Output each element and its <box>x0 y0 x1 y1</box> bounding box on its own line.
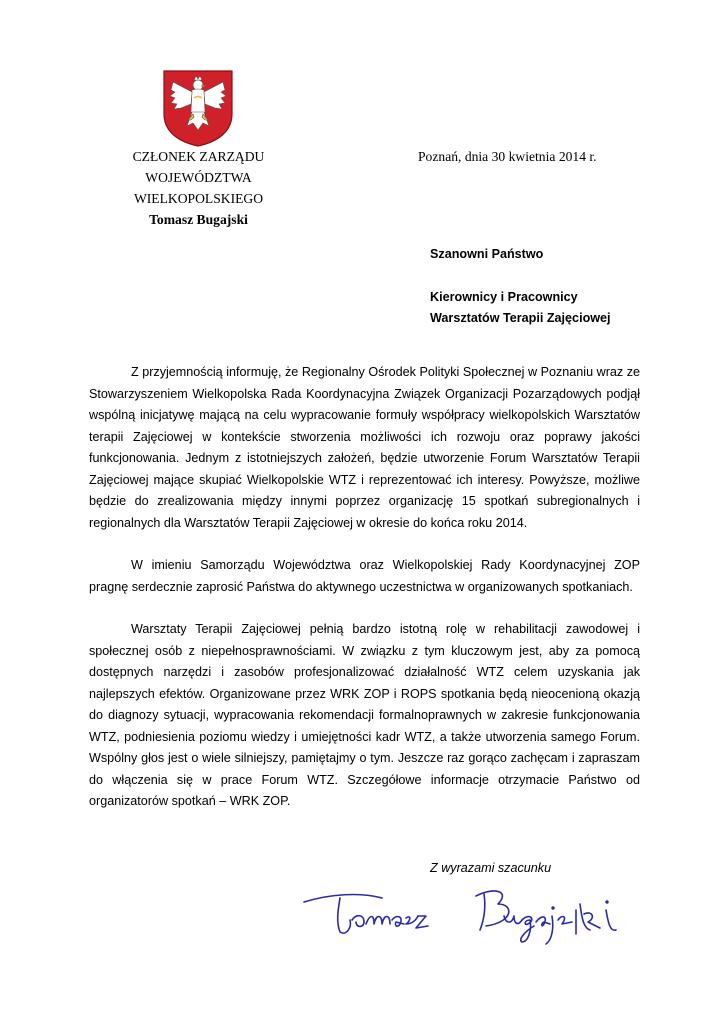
body-paragraph-2: W imieniu Samorządu Województwa oraz Wielkopolskiej Rady Koordynacyjnej ZOP pragnę serdecznie zaprosić Państwa do aktywnego uczestnictwa w organizowanych spotkaniach. <box>89 558 640 594</box>
body-paragraph-3: Warsztaty Terapii Zajęciowej pełnią bardzo istotną rolę w rehabilitacji zawodowej i społecznej osób z niepełnosprawnościami. W związku z tym kluczowym jest, aby za pomocą dostępnych narzędzi i zasobów profesjonalizować działalność WTZ celem uzyskania jak najlepszych efektów. Organizowane przez WRK ZOP i ROPS spotkania będą nieocenioną okazją do diagnozy sytuacji, wypracowania rekomendacji formalnoprawnych w zakresie funkcjonowania WTZ, podniesienia poziomu wiedzy i umiejętności kadr WTZ, a także utworzenia samego Forum. Wspólny głos jest o wiele silniejszy, pamiętajmy o tym. Jeszcze raz gorąco zachęcam i zapraszam do włączenia się w prace Forum WTZ. Szczegółowe informacje otrzymacie Państwo od organizatorów spotkań – WRK ZOP. <box>89 622 640 808</box>
recipient-line-1: Kierownicy i Pracownicy <box>430 289 578 304</box>
sender-block <box>96 146 301 230</box>
sender-title: CZŁONEK ZARZĄDU <box>132 149 265 164</box>
place-date: Poznań, dnia 30 kwietnia 2014 r. <box>418 149 597 164</box>
body-paragraph-1: Z przyjemnością informuję, że Regionalny Ośrodek Polityki Społecznej w Poznaniu wraz ze Stowarzyszeniem Wielkopolska Rada Koordynacyjna Związek Organizacji Pozarządowych podjął wspólną inicjatywę mającą na celu wypracowanie formuły współpracy wielkopolskich Warsztatów terapii Zajęciowej w kontekście stworzenia możliwości ich rozwoju oraz poprawy jakości funkcjonowania. Jednym z istotniejszych założeń, będzie utworzenie Forum Warsztatów Terapii Zajęciowej mające skupiać Wielkopolskie WTZ i reprezentować ich interesy. Powyższe, możliwe będzie do zrealizowania między innymi poprzez organizację 15 spotkań subregionalnych i regionalnych dla Warsztatów Terapii Zajęciowej w okresie do końca roku 2014. <box>89 365 640 530</box>
sender-name: Tomasz Bugajski <box>149 212 248 227</box>
recipient-block <box>430 244 611 330</box>
coat-of-arms-icon <box>161 68 235 148</box>
sender-office: WOJEWÓDZTWA WIELKOPOLSKIEGO <box>133 170 264 206</box>
signature-image <box>300 880 640 952</box>
closing-phrase: Z wyrazami szacunku <box>430 861 552 875</box>
letter-body <box>89 362 640 834</box>
salutation: Szanowni Państwo <box>430 247 544 261</box>
recipient-line-2: Warsztatów Terapii Zajęciowej <box>430 311 611 325</box>
